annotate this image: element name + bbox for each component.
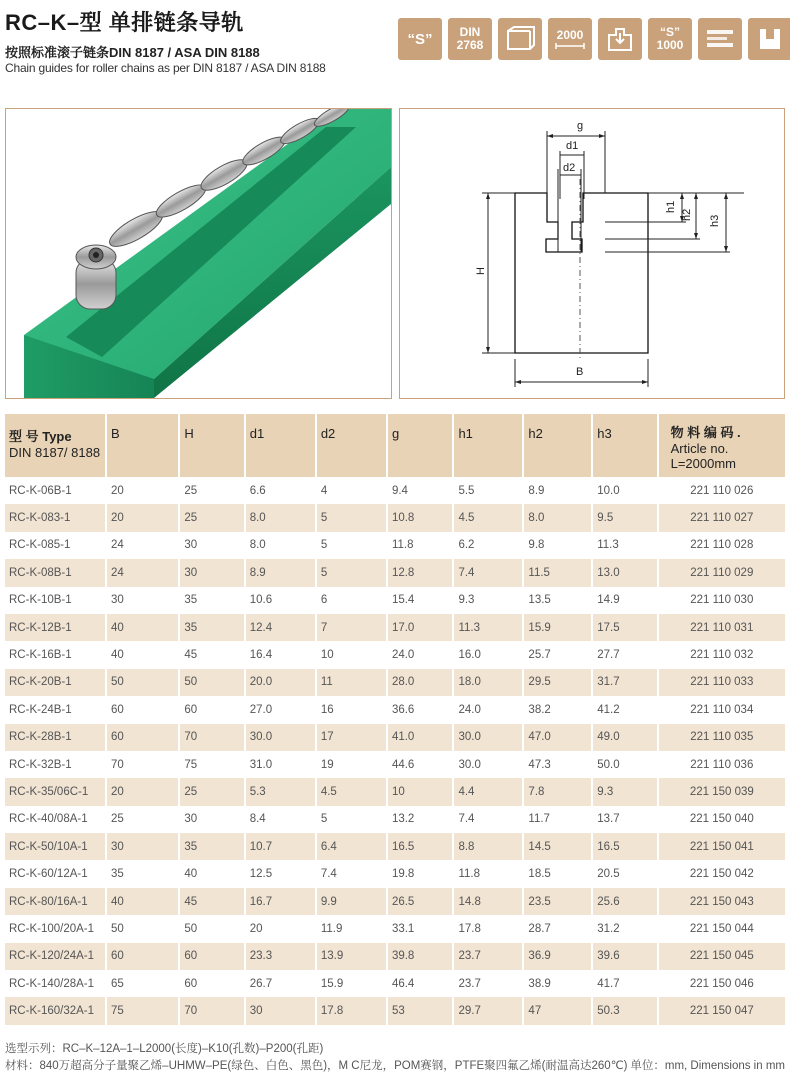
cell-h: 60 [179,696,244,723]
cell-h2: 14.5 [523,833,592,860]
cell-g: 36.6 [387,696,454,723]
cell-h2: 38.9 [523,970,592,997]
cell-h3: 31.7 [592,669,657,696]
dim-label-h2: h2 [681,208,693,221]
cell-d1: 8.4 [245,806,316,833]
table-row [5,751,785,778]
subtitle-cn: 按照标准滚子链条DIN 8187 / ASA DIN 8188 [5,45,260,60]
header-h1: h1 [453,414,523,477]
cell-b: 30 [106,833,179,860]
cell-g: 44.6 [387,751,454,778]
cell-b: 24 [106,532,179,559]
cell-g: 10.8 [387,504,454,531]
cell-h1: 23.7 [453,970,523,997]
cell-h1: 11.8 [453,860,523,887]
cell-d2: 15.9 [316,970,387,997]
cell-type: RC-K-08B-1 [5,559,106,586]
subtitle-en: Chain guides for roller chains as per DIN 8187 / ASA DIN 8188 [5,61,326,75]
table-row [5,778,785,805]
cell-h1: 30.0 [453,751,523,778]
header-d2: d2 [316,414,387,477]
cell-g: 33.1 [387,915,454,942]
u-channel-icon [748,18,790,60]
cell-h3: 25.6 [592,888,657,915]
dimension-drawing [399,108,785,399]
cell-type: RC-K-40/08A-1 [5,806,106,833]
table-row [5,669,785,696]
cell-g: 26.5 [387,888,454,915]
cell-h2: 23.5 [523,888,592,915]
cell-article: 221 110 032 [658,641,785,668]
cell-h2: 36.9 [523,943,592,970]
cell-d2: 5 [316,806,387,833]
cell-h: 25 [179,504,244,531]
cell-b: 20 [106,778,179,805]
cell-h2: 18.5 [523,860,592,887]
cell-h3: 50.3 [592,997,657,1024]
cell-h2: 13.5 [523,587,592,614]
cell-d1: 6.6 [245,477,316,504]
cell-article: 221 110 031 [658,614,785,641]
cell-h3: 50.0 [592,751,657,778]
cell-article: 221 110 035 [658,724,785,751]
cell-h2: 8.9 [523,477,592,504]
cell-type: RC-K-32B-1 [5,751,106,778]
cell-h: 35 [179,614,244,641]
cell-g: 16.5 [387,833,454,860]
table-row [5,860,785,887]
cell-b: 20 [106,477,179,504]
cell-b: 20 [106,504,179,531]
cell-b: 50 [106,669,179,696]
cell-type: RC-K-085-1 [5,532,106,559]
cell-h1: 4.5 [453,504,523,531]
cell-h1: 18.0 [453,669,523,696]
cell-g: 11.8 [387,532,454,559]
cell-b: 50 [106,915,179,942]
cell-h2: 28.7 [523,915,592,942]
table-row [5,806,785,833]
cell-article: 221 110 027 [658,504,785,531]
cell-h: 45 [179,888,244,915]
cell-d1: 8.0 [245,532,316,559]
cell-d1: 10.7 [245,833,316,860]
cell-type: RC-K-12B-1 [5,614,106,641]
cell-h2: 47.0 [523,724,592,751]
cell-h3: 13.0 [592,559,657,586]
cell-h: 25 [179,778,244,805]
cell-h1: 5.5 [453,477,523,504]
cell-type: RC-K-100/20A-1 [5,915,106,942]
page-title: RC–K–型 单排链条导轨 [5,10,244,35]
cell-h1: 17.8 [453,915,523,942]
cell-b: 30 [106,587,179,614]
cell-d2: 9.9 [316,888,387,915]
cell-d1: 23.3 [245,943,316,970]
table-row [5,997,785,1024]
cell-h1: 16.0 [453,641,523,668]
cell-d1: 20.0 [245,669,316,696]
cell-h: 60 [179,943,244,970]
cell-h: 25 [179,477,244,504]
header-B: B [106,414,179,477]
cell-d2: 16 [316,696,387,723]
table-row [5,724,785,751]
selection-example: 选型示列：RC–K–12A–1–L2000(长度)–K10(孔数)–P200(孔距) [5,1043,324,1055]
cell-d1: 8.9 [245,559,316,586]
cell-d1: 5.3 [245,778,316,805]
dim-label-h3: h3 [709,214,721,227]
cell-g: 28.0 [387,669,454,696]
cell-h3: 9.3 [592,778,657,805]
cell-h1: 6.2 [453,532,523,559]
cell-type: RC-K-083-1 [5,504,106,531]
cell-h3: 41.2 [592,696,657,723]
table-row [5,559,785,586]
cell-article: 221 150 040 [658,806,785,833]
cell-g: 13.2 [387,806,454,833]
cell-h1: 29.7 [453,997,523,1024]
cell-h: 75 [179,751,244,778]
dim-label-d2: d2 [563,162,576,174]
cell-d1: 16.4 [245,641,316,668]
cell-h: 50 [179,915,244,942]
cell-d2: 11.9 [316,915,387,942]
cell-d2: 19 [316,751,387,778]
cell-article: 221 110 034 [658,696,785,723]
stacked-lines-icon [698,18,742,60]
cell-d1: 12.4 [245,614,316,641]
cell-h1: 24.0 [453,696,523,723]
profile-shape-icon [498,18,542,60]
cell-h1: 7.4 [453,559,523,586]
cell-h2: 11.7 [523,806,592,833]
cell-g: 53 [387,997,454,1024]
cell-h1: 11.3 [453,614,523,641]
table-row [5,915,785,942]
cell-type: RC-K-16B-1 [5,641,106,668]
table-row [5,888,785,915]
material-note: 材料：840万超高分子量聚乙烯–UHMW–PE(绿色、白色、黑色)，M C尼龙，POM赛钢，PTFE聚四氟乙烯(耐温高达260℃) [5,1060,628,1072]
cell-d2: 17 [316,724,387,751]
cell-b: 40 [106,641,179,668]
cell-article: 221 110 036 [658,751,785,778]
cell-d2: 4 [316,477,387,504]
cell-type: RC-K-35/06C-1 [5,778,106,805]
cell-h1: 30.0 [453,724,523,751]
cell-d2: 11 [316,669,387,696]
dim-label-g: g [577,120,584,132]
table-row [5,943,785,970]
cell-d2: 10 [316,641,387,668]
cell-article: 221 110 028 [658,532,785,559]
cell-type: RC-K-24B-1 [5,696,106,723]
cell-d2: 6.4 [316,833,387,860]
table-row [5,970,785,997]
cell-b: 25 [106,806,179,833]
header-type: 型 号 Type DIN 8187/ 8188 [5,414,106,477]
mounting-clamp-icon [598,18,642,60]
cell-h: 35 [179,587,244,614]
cell-d1: 30.0 [245,724,316,751]
cell-h: 30 [179,806,244,833]
table-row [5,641,785,668]
cell-type: RC-K-50/10A-1 [5,833,106,860]
cell-g: 41.0 [387,724,454,751]
table-row [5,532,785,559]
cell-article: 221 150 039 [658,778,785,805]
cell-h: 45 [179,641,244,668]
cell-g: 15.4 [387,587,454,614]
cell-h3: 16.5 [592,833,657,860]
cell-h1: 9.3 [453,587,523,614]
cell-h3: 14.9 [592,587,657,614]
cell-h2: 47.3 [523,751,592,778]
cell-type: RC-K-160/32A-1 [5,997,106,1024]
cell-h3: 17.5 [592,614,657,641]
cell-h3: 20.5 [592,860,657,887]
dim-label-d1: d1 [566,140,579,152]
cell-d1: 30 [245,997,316,1024]
cell-h: 50 [179,669,244,696]
spec-table [5,414,785,1025]
cell-h3: 27.7 [592,641,657,668]
cell-d1: 16.7 [245,888,316,915]
s-1000-badge: “S” 1000 [648,18,692,60]
cell-type: RC-K-80/16A-1 [5,888,106,915]
cell-type: RC-K-10B-1 [5,587,106,614]
product-photo [5,108,392,399]
cell-h3: 11.3 [592,532,657,559]
cell-h: 70 [179,724,244,751]
cell-h1: 14.8 [453,888,523,915]
header-h2: h2 [523,414,592,477]
table-row [5,614,785,641]
table-header-row [5,414,785,477]
cell-d2: 6 [316,587,387,614]
cell-h3: 39.6 [592,943,657,970]
cell-h2: 29.5 [523,669,592,696]
cell-g: 39.8 [387,943,454,970]
cell-d2: 7 [316,614,387,641]
cell-d2: 13.9 [316,943,387,970]
cell-d1: 27.0 [245,696,316,723]
cell-h3: 13.7 [592,806,657,833]
cell-h: 30 [179,532,244,559]
cell-h2: 11.5 [523,559,592,586]
cell-d2: 7.4 [316,860,387,887]
cell-b: 40 [106,888,179,915]
cell-g: 46.4 [387,970,454,997]
cell-d1: 26.7 [245,970,316,997]
cell-article: 221 150 047 [658,997,785,1024]
cell-h1: 8.8 [453,833,523,860]
table-row [5,833,785,860]
cell-h: 30 [179,559,244,586]
cell-d2: 17.8 [316,997,387,1024]
cell-h2: 38.2 [523,696,592,723]
cell-type: RC-K-60/12A-1 [5,860,106,887]
cell-b: 35 [106,860,179,887]
dim-label-B: B [576,366,584,378]
cell-b: 60 [106,724,179,751]
cell-type: RC-K-06B-1 [5,477,106,504]
cell-article: 221 110 026 [658,477,785,504]
cell-h1: 7.4 [453,806,523,833]
cell-g: 9.4 [387,477,454,504]
cell-g: 24.0 [387,641,454,668]
cell-b: 75 [106,997,179,1024]
cell-h3: 31.2 [592,915,657,942]
cell-b: 24 [106,559,179,586]
cell-article: 221 150 043 [658,888,785,915]
cell-h: 35 [179,833,244,860]
cell-article: 221 150 042 [658,860,785,887]
table-row [5,696,785,723]
cell-b: 40 [106,614,179,641]
cell-h: 40 [179,860,244,887]
length-2000-badge: 2000 [548,18,592,60]
dim-label-H: H [475,267,487,275]
cell-b: 65 [106,970,179,997]
cell-article: 221 150 041 [658,833,785,860]
table-row [5,504,785,531]
s-grade-badge: “S” [398,18,442,60]
table-row [5,587,785,614]
cell-h2: 15.9 [523,614,592,641]
header-g: g [387,414,454,477]
cell-article: 221 150 045 [658,943,785,970]
header-H: H [179,414,244,477]
cell-h2: 9.8 [523,532,592,559]
units-note: 单位：mm, Dimensions in mm [630,1060,785,1072]
cell-h: 70 [179,997,244,1024]
cell-h3: 10.0 [592,477,657,504]
cell-h3: 9.5 [592,504,657,531]
cell-d1: 8.0 [245,504,316,531]
cell-h1: 23.7 [453,943,523,970]
cell-g: 10 [387,778,454,805]
cell-article: 221 150 046 [658,970,785,997]
cell-article: 221 110 029 [658,559,785,586]
cell-article: 221 150 044 [658,915,785,942]
din-2768-badge: DIN 2768 [448,18,492,60]
cell-type: RC-K-120/24A-1 [5,943,106,970]
table-row [5,477,785,504]
cell-d1: 31.0 [245,751,316,778]
cell-article: 221 110 033 [658,669,785,696]
cell-h2: 8.0 [523,504,592,531]
cell-b: 60 [106,943,179,970]
cell-b: 70 [106,751,179,778]
cell-h2: 25.7 [523,641,592,668]
cell-b: 60 [106,696,179,723]
dim-label-h1: h1 [665,200,677,213]
cell-d2: 4.5 [316,778,387,805]
header-h3: h3 [592,414,657,477]
cell-h2: 47 [523,997,592,1024]
cell-d1: 12.5 [245,860,316,887]
cell-h3: 41.7 [592,970,657,997]
cell-d2: 5 [316,504,387,531]
cell-article: 221 110 030 [658,587,785,614]
badge-row [398,18,790,60]
cell-d2: 5 [316,532,387,559]
header-d1: d1 [245,414,316,477]
cell-g: 19.8 [387,860,454,887]
cell-h3: 49.0 [592,724,657,751]
cell-d1: 20 [245,915,316,942]
cell-g: 17.0 [387,614,454,641]
cell-h2: 7.8 [523,778,592,805]
cell-type: RC-K-28B-1 [5,724,106,751]
cell-h1: 4.4 [453,778,523,805]
cell-d2: 5 [316,559,387,586]
cell-type: RC-K-140/28A-1 [5,970,106,997]
header-article: 物 料 编 码 . Article no. L=2000mm [658,414,785,477]
cell-type: RC-K-20B-1 [5,669,106,696]
cell-h: 60 [179,970,244,997]
cell-d1: 10.6 [245,587,316,614]
cell-g: 12.8 [387,559,454,586]
